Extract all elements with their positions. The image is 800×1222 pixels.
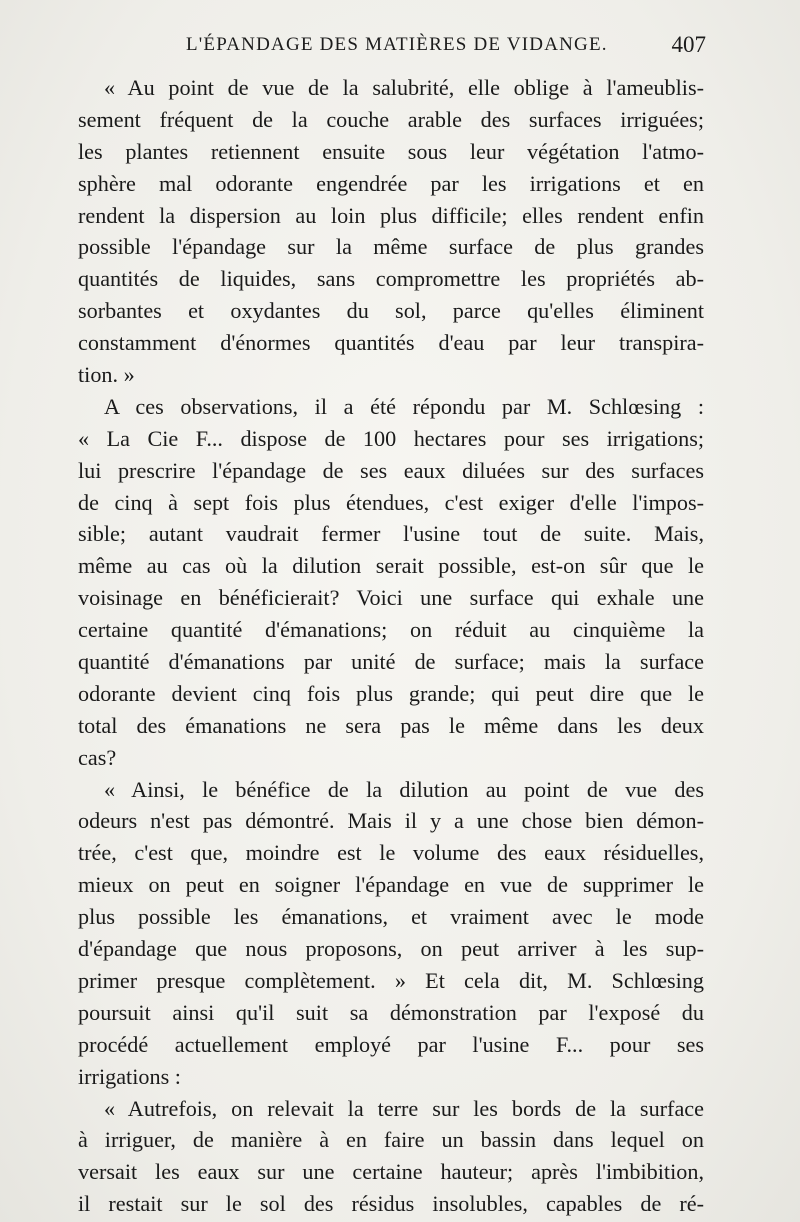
page-number: 407 — [671, 32, 706, 57]
text-line: constamment d'énormes quantités d'eau par leur transpira- — [78, 330, 704, 356]
text-line: possible l'épandage sur la même surface de plus grandes — [78, 234, 704, 260]
text-line: cas? — [78, 744, 117, 770]
text-line: « Autrefois, on relevait la terre sur les bords de la surface — [104, 1095, 704, 1121]
body-text — [78, 72, 704, 1220]
text-line: tion. » — [78, 362, 135, 388]
text-line: primer presque complètement. » Et cela dit, M. Schlœsing — [78, 967, 704, 993]
text-line: il restait sur le sol des résidus insolubles, capables de ré- — [78, 1191, 704, 1217]
text-line: mieux on peut en soigner l'épandage en vue de supprimer le — [78, 872, 704, 898]
text-line: sphère mal odorante engendrée par les irrigations et en — [78, 170, 704, 196]
text-line: « Au point de vue de la salubrité, elle oblige à l'ameublis- — [104, 75, 704, 100]
text-line: de cinq à sept fois plus étendues, c'est exiger d'elle l'impos- — [78, 489, 704, 515]
text-line: total des émanations ne sera pas le même dans les deux — [78, 712, 704, 738]
text-line: sement fréquent de la couche arable des surfaces irriguées; — [78, 106, 704, 132]
text-line: voisinage en bénéficierait? Voici une surface qui exhale une — [78, 585, 704, 611]
text-line: même au cas où la dilution serait possible, est-on sûr que le — [78, 553, 704, 579]
text-line: odeurs n'est pas démontré. Mais il y a une chose bien démon- — [78, 808, 704, 834]
text-line: odorante devient cinq fois plus grande; qui peut dire que le — [78, 680, 704, 706]
text-line: sorbantes et oxydantes du sol, parce qu'elles éliminent — [78, 298, 704, 324]
text-line: quantité d'émanations par unité de surface; mais la surface — [78, 649, 704, 675]
text-line: « Ainsi, le bénéfice de la dilution au point de vue des — [104, 776, 704, 802]
text-line: poursuit ainsi qu'il suit sa démonstration par l'exposé du — [78, 999, 704, 1025]
text-line: plus possible les émanations, et vraiment avec le mode — [78, 904, 704, 930]
text-line: les plantes retiennent ensuite sous leur végétation l'atmo- — [78, 138, 704, 164]
text-line: rendent la dispersion au loin plus difficile; elles rendent enfin — [78, 202, 704, 228]
page-header — [78, 34, 706, 64]
text-line: versait les eaux sur une certaine hauteur; après l'imbibition, — [78, 1159, 704, 1185]
text-line: à irriguer, de manière à en faire un bassin dans lequel on — [78, 1127, 704, 1153]
text-line: certaine quantité d'émanations; on réduit au cinquième la — [78, 617, 704, 643]
text-line: A ces observations, il a été répondu par M. Schlœsing : — [104, 393, 704, 419]
running-title: L'ÉPANDAGE DES MATIÈRES DE VIDANGE. — [186, 34, 608, 55]
text-line: procédé actuellement employé par l'usine F... pour ses — [78, 1031, 704, 1057]
text-line: quantités de liquides, sans compromettre les propriétés ab- — [78, 266, 704, 292]
text-line: lui prescrire l'épandage de ses eaux diluées sur des surfaces — [78, 457, 704, 483]
text-line: sible; autant vaudrait fermer l'usine tout de suite. Mais, — [78, 521, 704, 547]
text-line: « La Cie F... dispose de 100 hectares pour ses irrigations; — [78, 425, 704, 451]
text-line: trée, c'est que, moindre est le volume des eaux résiduelles, — [78, 840, 704, 866]
text-line: irrigations : — [78, 1063, 181, 1089]
text-line: d'épandage que nous proposons, on peut arriver à les sup- — [78, 936, 704, 962]
